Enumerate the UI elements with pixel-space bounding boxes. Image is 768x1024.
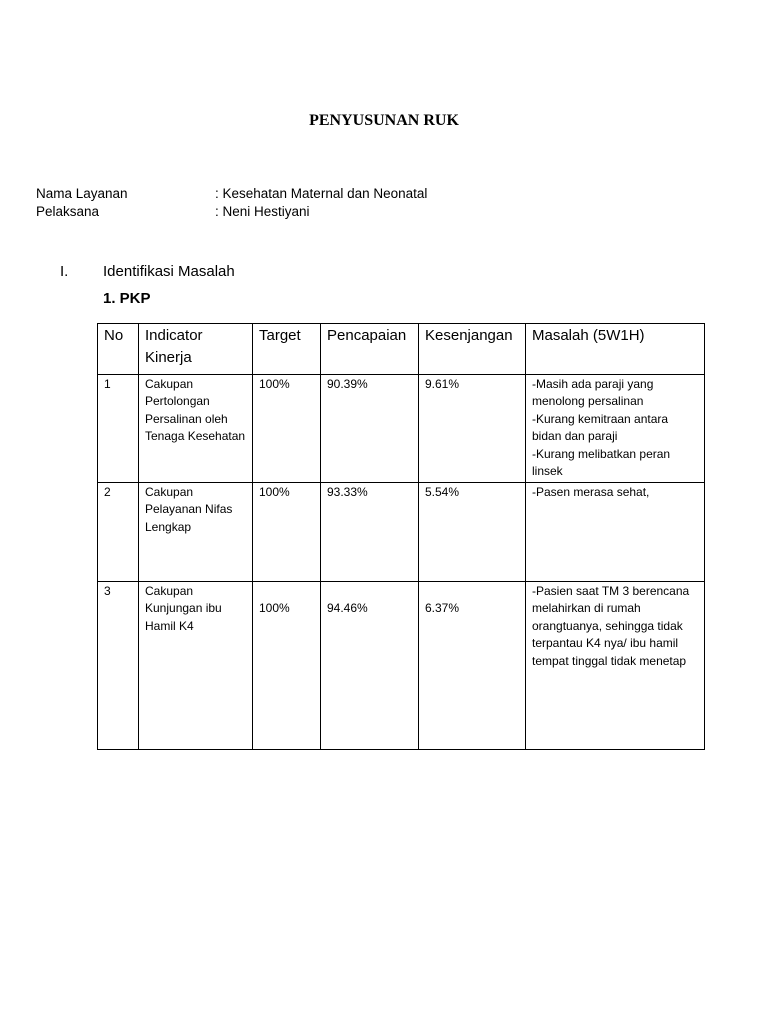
cell-masalah xyxy=(526,582,705,750)
target-value: 100% xyxy=(259,601,290,615)
cell-kesenjangan xyxy=(419,582,526,750)
header-pencapaian: Pencapaian xyxy=(321,324,419,375)
header-indicator: Indicator Kinerja xyxy=(139,324,253,375)
cell-pencapaian xyxy=(321,582,419,750)
cell-indicator: Cakupan Pertolongan Persalinan oleh Tenaga Kesehatan xyxy=(139,375,253,483)
table-header-row xyxy=(98,324,705,375)
ruk-table xyxy=(97,323,705,750)
header-no: No xyxy=(98,324,139,375)
cell-target: 100% xyxy=(253,375,321,483)
cell-target xyxy=(253,582,321,750)
cell-indicator: Cakupan Pelayanan Nifas Lengkap xyxy=(139,483,253,582)
section-title: Identifikasi Masalah xyxy=(103,263,235,280)
table-row xyxy=(98,483,705,582)
cell-masalah xyxy=(526,375,705,483)
kesenjangan-value: 6.37% xyxy=(425,601,460,615)
cell-masalah xyxy=(526,483,705,582)
header-kesenjangan: Kesenjangan xyxy=(419,324,526,375)
cell-indicator: Cakupan Kunjungan ibu Hamil K4 xyxy=(139,582,253,750)
masalah-line: -Kurang melibatkan peran linsek xyxy=(532,446,671,479)
meta-value: : Kesehatan Maternal dan Neonatal xyxy=(215,186,428,201)
masalah-line: -Pasien saat TM 3 berencana melahirkan di rumah orangtuanya, sehingga tidak terpantau K4 nya/ ibu hamil tempat tinggal tidak menetap xyxy=(532,584,690,668)
meta-value: : Neni Hestiyani xyxy=(215,204,310,219)
masalah-line: -Masih ada paraji yang menolong persalinan xyxy=(532,377,654,409)
masalah-line: -Pasen merasa sehat, xyxy=(532,485,650,499)
cell-no: 2 xyxy=(98,483,139,582)
document-title: PENYUSUNAN RUK xyxy=(309,112,459,129)
table-row xyxy=(98,375,705,483)
pencapaian-value: 94.46% xyxy=(327,601,368,615)
meta-label: Pelaksana xyxy=(36,204,100,219)
table-row xyxy=(98,582,705,750)
cell-no: 3 xyxy=(98,582,139,750)
masalah-line: -Kurang kemitraan antara bidan dan paraji xyxy=(532,411,669,444)
cell-no: 1 xyxy=(98,375,139,483)
subsection-title: 1. PKP xyxy=(103,290,151,307)
header-masalah: Masalah (5W1H) xyxy=(526,324,705,375)
header-target: Target xyxy=(253,324,321,375)
cell-pencapaian: 93.33% xyxy=(321,483,419,582)
meta-label: Nama Layanan xyxy=(36,186,128,201)
cell-pencapaian: 90.39% xyxy=(321,375,419,483)
cell-kesenjangan: 9.61% xyxy=(419,375,526,483)
cell-target: 100% xyxy=(253,483,321,582)
section-number: I. xyxy=(60,263,69,280)
cell-kesenjangan: 5.54% xyxy=(419,483,526,582)
